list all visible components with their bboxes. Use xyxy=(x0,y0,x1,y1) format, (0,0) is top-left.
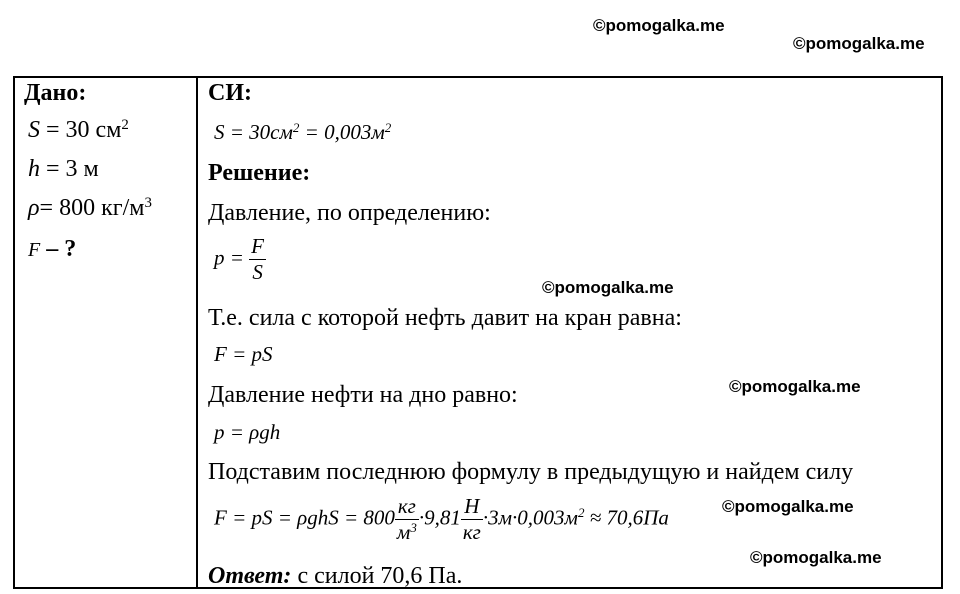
given-unknown xyxy=(28,236,76,263)
given-height xyxy=(28,156,99,183)
si-conversion-power-2: 2 xyxy=(384,119,392,135)
pressure-fraction xyxy=(249,236,266,283)
given-unknown-question: – ? xyxy=(46,236,77,262)
watermark: ©pomogalka.me xyxy=(542,278,674,297)
calc-part-b: ·9,81 xyxy=(418,505,461,530)
solution-line-3: Давление нефти на дно равно: xyxy=(208,382,518,408)
given-title: Дано: xyxy=(24,80,87,106)
watermark: ©pomogalka.me xyxy=(722,497,854,516)
given-area-value: = 30 см xyxy=(46,117,122,143)
pressure-formula xyxy=(214,236,266,283)
answer-text: с силой 70,6 Па. xyxy=(291,563,463,589)
answer xyxy=(208,563,462,590)
answer-label: Ответ: xyxy=(208,563,292,589)
given-height-value: = 3 м xyxy=(46,156,99,182)
pressure-formula-lhs: p = xyxy=(214,245,244,270)
si-conversion xyxy=(214,120,391,145)
si-conversion-rhs: = 0,003м xyxy=(299,120,385,144)
given-height-symbol: h xyxy=(28,156,40,182)
calc-result: ≈ 70,6Па xyxy=(584,505,669,530)
calc-power: 2 xyxy=(577,505,585,521)
watermark: ©pomogalka.me xyxy=(793,34,925,53)
pressure-fraction-denominator: S xyxy=(252,260,263,284)
given-density-value: = 800 кг/м xyxy=(39,195,145,221)
given-unknown-symbol: F xyxy=(28,239,41,261)
density-unit-power: 3 xyxy=(410,519,417,535)
solution-line-1: Давление, по определению: xyxy=(208,200,491,226)
watermark: ©pomogalka.me xyxy=(750,548,882,567)
column-divider xyxy=(196,76,198,589)
gravity-unit-fraction xyxy=(461,496,483,543)
given-area-power: 2 xyxy=(121,116,129,133)
given-density xyxy=(28,195,152,222)
given-density-power: 3 xyxy=(144,194,152,211)
solution-line-2: Т.е. сила с которой нефть давит на кран равна: xyxy=(208,305,682,331)
si-conversion-power-1: 2 xyxy=(292,119,300,135)
si-title: СИ: xyxy=(208,80,252,106)
calc-part-c: ·3м·0,003м xyxy=(482,505,578,530)
density-unit-fraction xyxy=(395,496,419,543)
given-density-symbol: ρ xyxy=(28,195,40,221)
density-unit-denominator: $м^3$ xyxy=(396,519,417,544)
watermark: ©pomogalka.me xyxy=(729,377,861,396)
gravity-unit-denominator: кг xyxy=(462,520,481,544)
force-formula: F = pS xyxy=(214,342,273,366)
solution-title: Решение: xyxy=(208,160,311,186)
hydrostatic-formula: p = ρgh xyxy=(214,420,281,444)
given-area xyxy=(28,117,129,144)
density-unit-numerator: кг xyxy=(395,496,419,520)
given-area-symbol: S xyxy=(28,117,40,143)
calc-part-a: F = pS = ρghS = 800 xyxy=(214,505,395,530)
pressure-fraction-numerator: F xyxy=(251,234,264,258)
si-conversion-lhs: S = 30см xyxy=(214,120,293,144)
watermark: ©pomogalka.me xyxy=(593,16,725,35)
solution-line-4: Подставим последнюю формулу в предыдущую и найдем силу xyxy=(208,459,854,485)
gravity-unit-numerator: Н xyxy=(461,496,483,520)
calculation-formula xyxy=(214,496,669,543)
